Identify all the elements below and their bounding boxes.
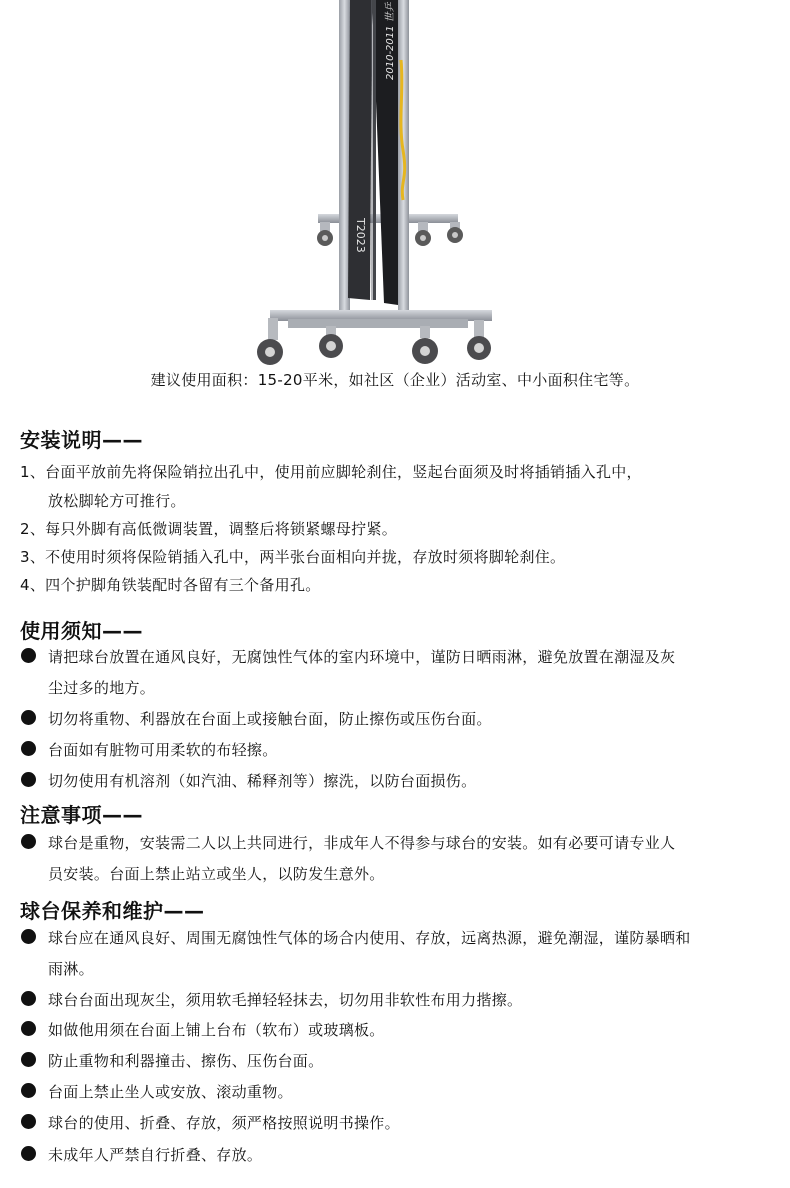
caution-item: 员安装。台面上禁止站立或坐人，以防发生意外。: [48, 865, 385, 883]
bullet-icon: [21, 1146, 36, 1161]
maintenance-item: 球台的使用、折叠、存放，须严格按照说明书操作。: [48, 1114, 400, 1132]
install-item: 放松脚轮方可推行。: [48, 492, 186, 510]
usage-item: 切勿将重物、利器放在台面上或接触台面，防止擦伤或压伤台面。: [48, 710, 492, 728]
install-item: 1、台面平放前先将保险销拉出孔中，使用前应脚轮刹住，竖起台面须及时将插销插入孔中，: [20, 463, 642, 481]
bullet-icon: [21, 741, 36, 756]
bullet-icon: [21, 648, 36, 663]
maintenance-item: 球台台面出现灰尘，须用软毛掸轻轻抹去，切勿用非软性布用力揩擦。: [48, 991, 523, 1009]
maintenance-item: 台面上禁止坐人或安放、滚动重物。: [48, 1083, 293, 1101]
photo-caption: 建议使用面积：15-20平米，如社区（企业）活动室、中小面积住宅等。: [150, 371, 640, 389]
caution-item: 球台是重物，安装需二人以上共同进行，非成年人不得参与球台的安装。如有必要可请专业人: [48, 834, 676, 852]
maintenance-item: 未成年人严禁自行折叠、存放。: [48, 1146, 263, 1164]
bullet-icon: [21, 1083, 36, 1098]
bullet-icon: [21, 772, 36, 787]
install-item: 3、不使用时须将保险销插入孔中，两半张台面相向并拢，存放时须将脚轮刹住。: [20, 548, 566, 566]
usage-item: 请把球台放置在通风良好，无腐蚀性气体的室内环境中，谨防日晒雨淋，避免放置在潮湿及灰: [48, 648, 676, 666]
caster-wheels: [257, 334, 491, 365]
caution-title: 注意事项——: [20, 803, 143, 827]
usage-item: 尘过多的地方。: [48, 679, 156, 697]
install-item: 4、四个护脚角铁装配时各留有三个备用孔。: [20, 576, 321, 594]
pole-text-2: T2023: [354, 218, 367, 253]
lower-base-frame: [268, 310, 492, 340]
install-item: 2、每只外脚有高低微调装置，调整后将锁紧螺母拧紧。: [20, 520, 398, 538]
product-photo: [0, 0, 790, 370]
bullet-icon: [21, 1052, 36, 1067]
bullet-icon: [21, 710, 36, 725]
maintenance-item: 雨淋。: [48, 960, 94, 978]
bullet-icon: [21, 1114, 36, 1129]
maintenance-item: 防止重物和利器撞击、擦伤、压伤台面。: [48, 1052, 324, 1070]
pole-text-1: 2010-2011 世乒: [385, 2, 396, 80]
maintenance-item: 球台应在通风良好、周围无腐蚀性气体的场合内使用、存放，远离热源，避免潮湿，谨防暴晒和: [48, 929, 691, 947]
maintenance-item: 如做他用须在台面上铺上台布（软布）或玻璃板。: [48, 1021, 385, 1039]
usage-title: 使用须知——: [20, 619, 143, 643]
maintenance-title: 球台保养和维护——: [20, 899, 205, 923]
bullet-icon: [21, 1021, 36, 1036]
install-title: 安装说明——: [20, 428, 143, 452]
usage-item: 切勿使用有机溶剂（如汽油、稀释剂等）擦洗，以防台面损伤。: [48, 772, 477, 790]
usage-item: 台面如有脏物可用柔软的布轻擦。: [48, 741, 278, 759]
bullet-icon: [21, 834, 36, 849]
bullet-icon: [21, 929, 36, 944]
bullet-icon: [21, 991, 36, 1006]
